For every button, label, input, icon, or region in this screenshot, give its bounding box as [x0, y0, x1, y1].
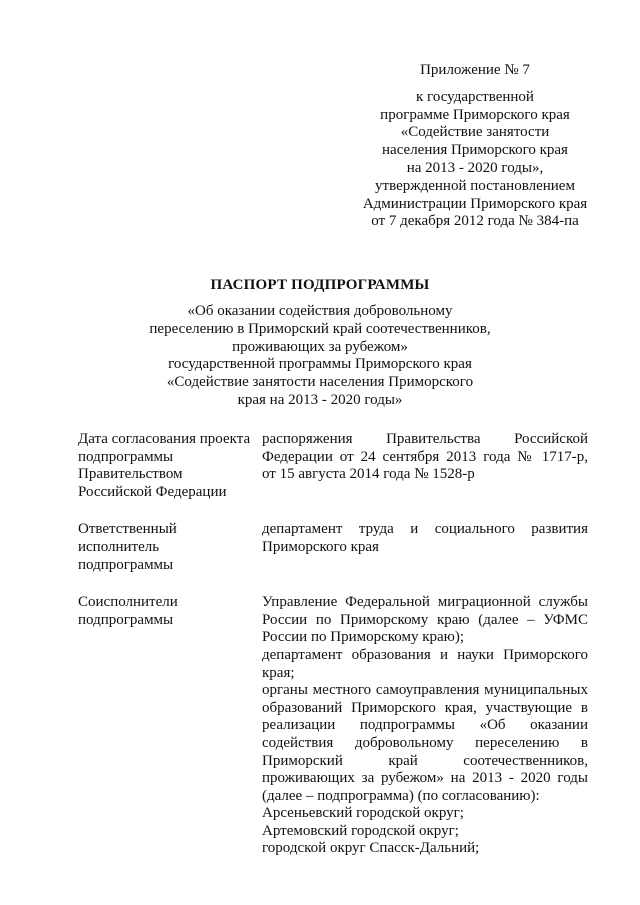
appendix-line: к государственной [416, 88, 534, 105]
appendix-line: утвержденной постановлением [375, 177, 575, 194]
value-line: Федерации от 24 сентября 2013 года № 1717-р, [262, 448, 588, 465]
row-label [78, 594, 262, 858]
value-line: проживающих за рубежом» на 2013 - 2020 годы [262, 770, 588, 787]
value-line: (далее – подпрограмма) (по согласованию): [262, 787, 540, 804]
value-line: Управление Федеральной миграционной службы [262, 594, 588, 611]
value-line: Приморский край соотечественников, [262, 752, 588, 769]
appendix-line: на 2013 - 2020 годы», [406, 159, 544, 176]
document-title: ПАСПОРТ ПОДПРОГРАММЫ [210, 277, 430, 293]
subtitle-line: государственной программы Приморского края [168, 356, 472, 373]
value-line: реализации подпрограммы «Об оказании [262, 717, 588, 734]
value-line: городской округ Спасск-Дальний; [262, 840, 480, 857]
subtitle-line: края на 2013 - 2020 годы» [237, 391, 403, 408]
value-line: образований Приморского края, участвующие в [262, 699, 588, 716]
label-line: Правительством [78, 466, 183, 483]
row-label [78, 431, 262, 501]
subtitle-line: проживающих за рубежом» [232, 338, 408, 355]
value-line: России по Приморскому краю); [262, 629, 465, 646]
value-line: от 15 августа 2014 года № 1528-р [262, 466, 475, 483]
appendix-line: от 7 декабря 2012 года № 384-па [371, 213, 579, 230]
label-line: Ответственный [78, 521, 177, 538]
passport-row-coexecutors [78, 594, 588, 858]
passport-row-approval [78, 431, 588, 501]
value-line: департамент труда и социального развития [262, 521, 588, 538]
value-line: содействия добровольному переселению в [262, 734, 588, 751]
label-line: подпрограммы [78, 556, 174, 573]
passport-table [78, 431, 588, 858]
label-line: исполнитель [78, 538, 160, 555]
value-line: Приморского края [262, 538, 379, 555]
value-line: края; [262, 664, 295, 681]
row-label [78, 521, 262, 574]
label-line: Российской Федерации [78, 483, 227, 500]
value-line: Арсеньевский городской округ; [262, 805, 464, 822]
appendix-block [340, 62, 610, 231]
passport-row-responsible [78, 521, 588, 574]
row-spacer [78, 501, 588, 521]
row-spacer [78, 574, 588, 594]
value-line: Артемовский городской округ; [262, 822, 459, 839]
label-line: Дата согласования проекта [78, 431, 251, 447]
value-line: России по Приморскому краю (далее – УФМС [262, 611, 588, 628]
row-value [262, 594, 588, 858]
appendix-heading: Приложение № 7 [420, 62, 530, 78]
value-line: органы местного самоуправления муниципальных [262, 682, 588, 699]
appendix-line: программе Приморского края [380, 106, 570, 123]
value-line: департамент образования и науки Приморского [262, 646, 588, 663]
row-value [262, 521, 588, 574]
value-line: распоряжения Правительства Российской [262, 431, 588, 447]
subtitle-line: «Содействие занятости населения Приморского [166, 374, 474, 391]
subtitle-line: переселению в Приморский край соотечественников, [149, 320, 491, 337]
label-line: подпрограммы [78, 611, 174, 628]
label-line: подпрограммы [78, 448, 174, 465]
appendix-line: Администрации Приморского края [362, 195, 588, 212]
subprogram-name [0, 303, 640, 410]
label-line: Соисполнители [78, 594, 178, 611]
appendix-line: населения Приморского края [382, 142, 568, 159]
row-value [262, 431, 588, 501]
subtitle-line: «Об оказании содействия добровольному [187, 303, 453, 319]
appendix-line: «Содействие занятости [400, 124, 550, 141]
